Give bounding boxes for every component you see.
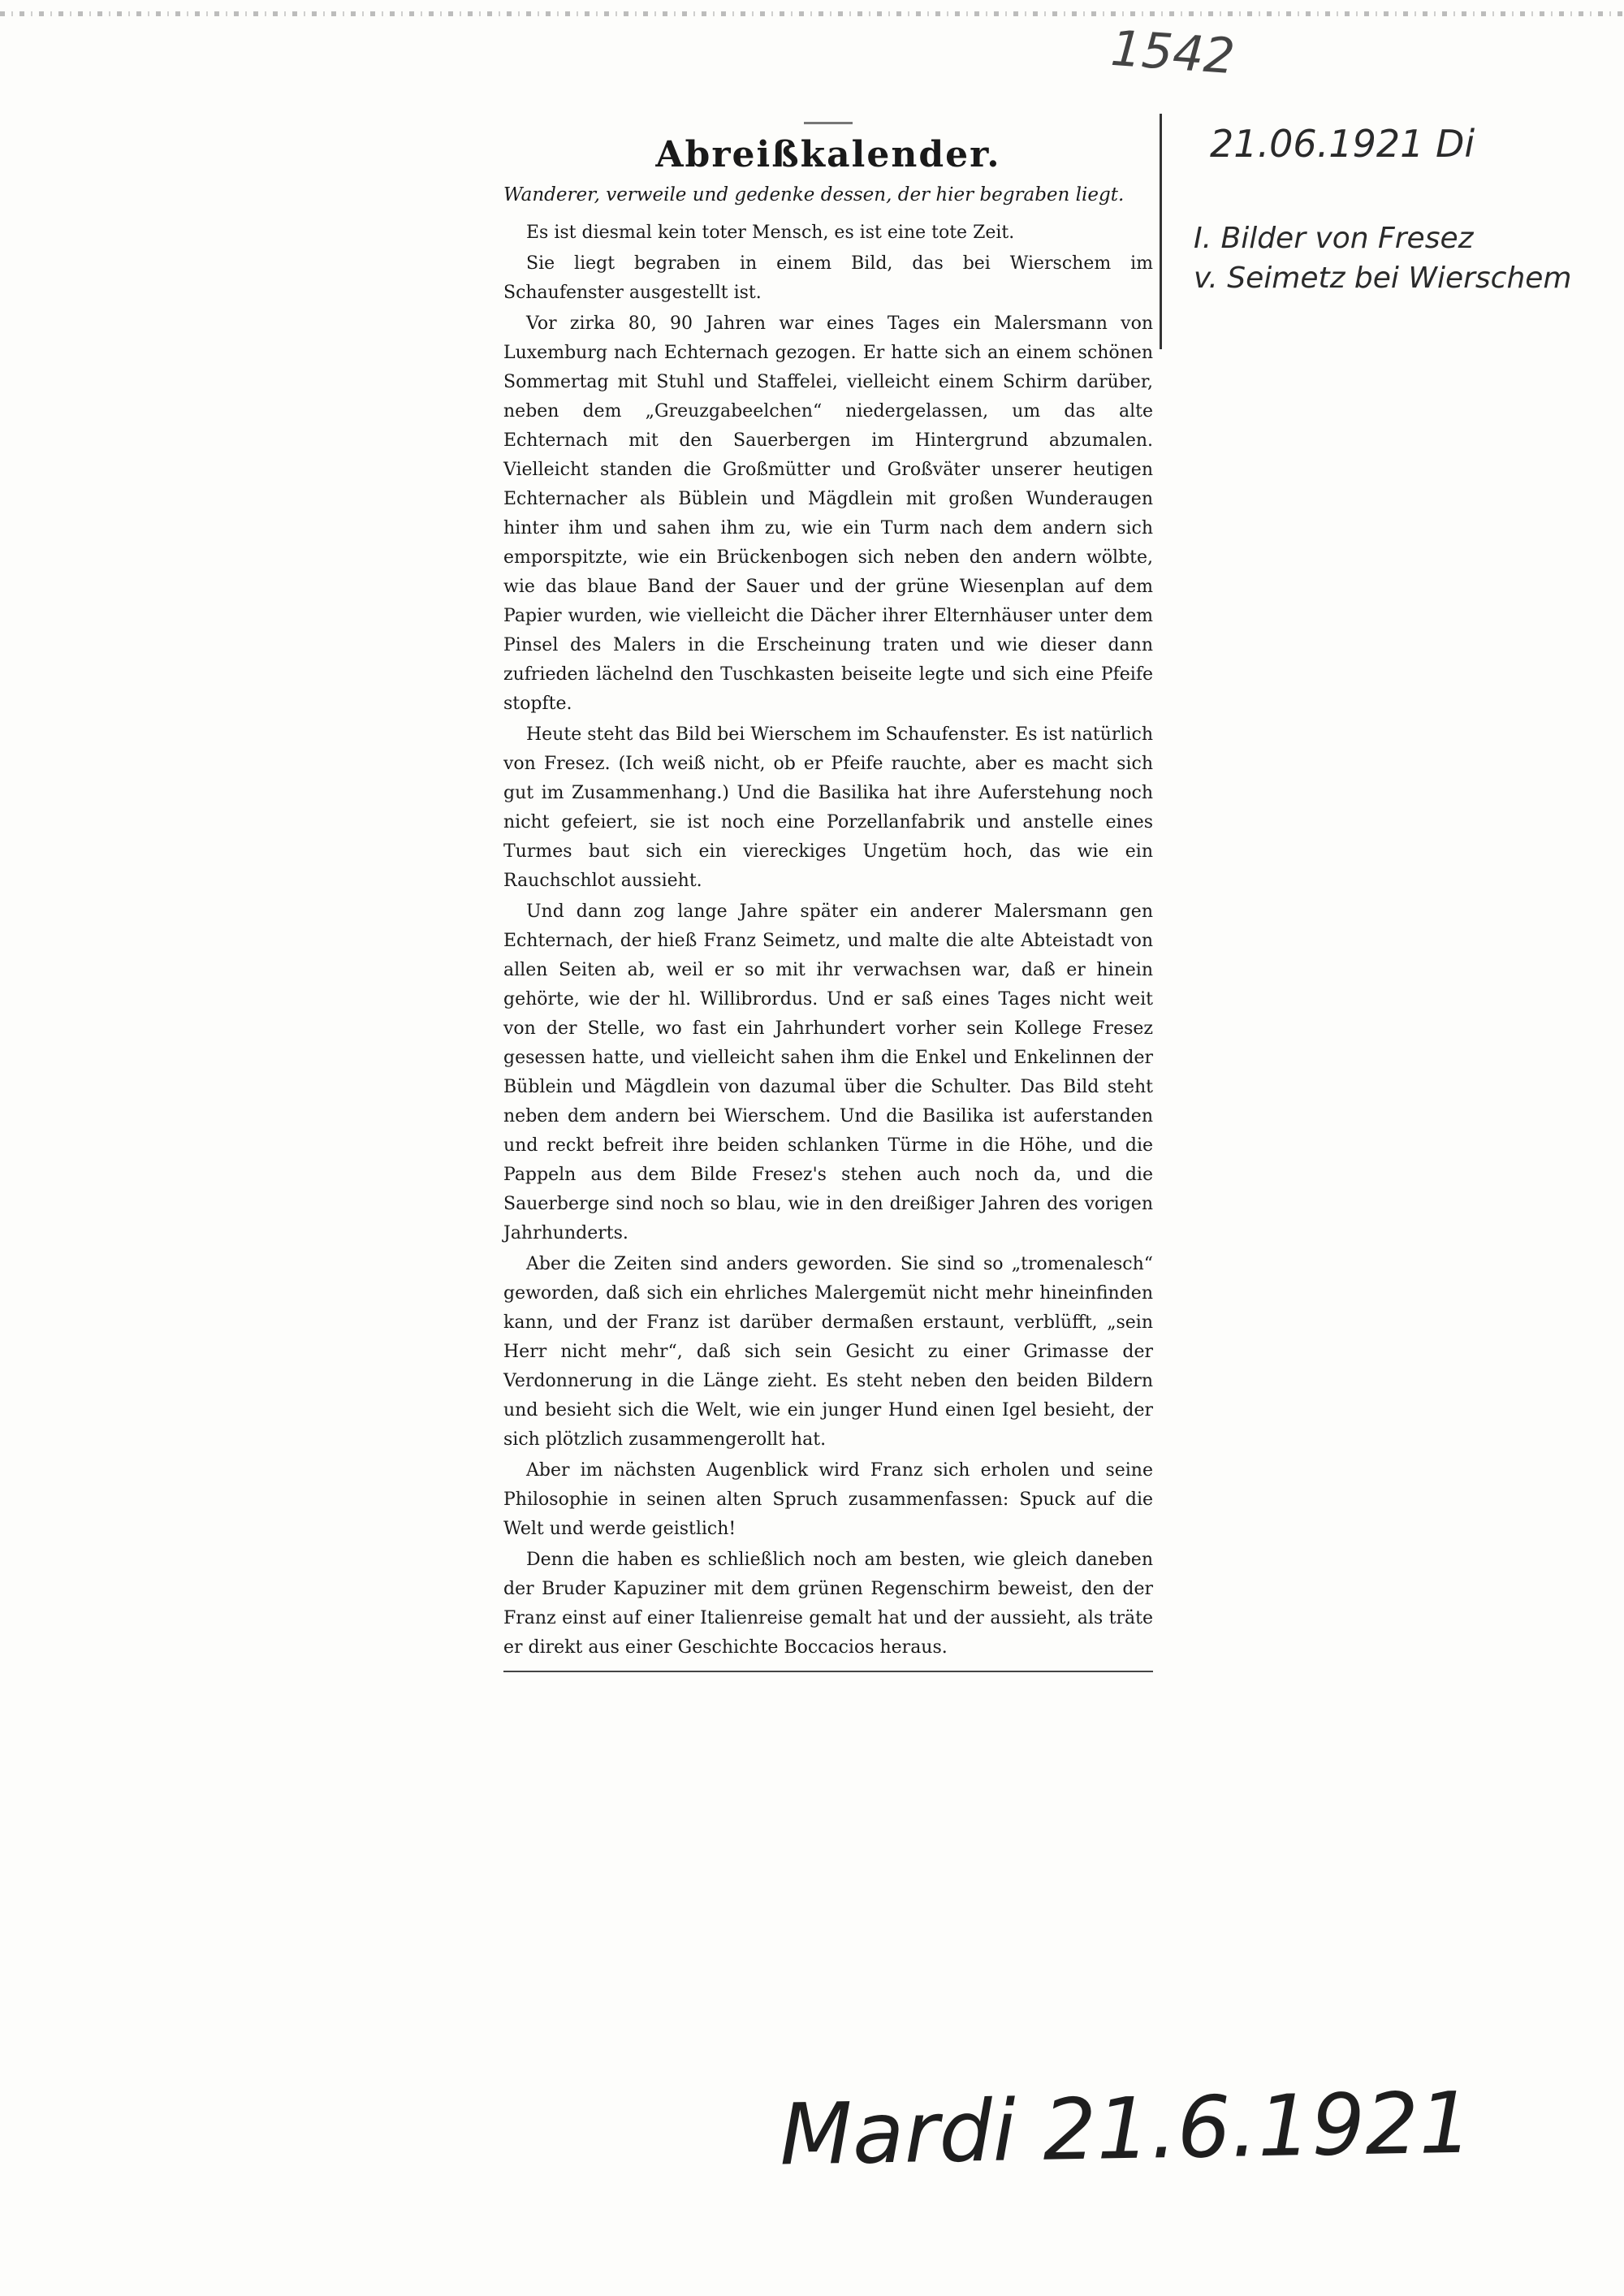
- handwritten-footer-date: Mardi 21.6.1921: [779, 2073, 1474, 2185]
- handwritten-date: 21.06.1921 Di: [1210, 122, 1475, 166]
- article-paragraph: Und dann zog lange Jahre später ein anderer Malersmann gen Echternach, der hieß Franz Seimetz, und malte die alte Abteistadt von allen Seiten ab, weil er so mit ihr verwachsen war, daß er hinein gehörte, wie der hl. Willibrordus. Und er saß eines Tages nicht weit von der Stelle, wo fast ein Jahrhundert vorher sein Kollege Fresez gesessen hatte, und vielleicht sahen ihm die Enkel und Enkelinnen der Büblein und Mägdlein von dazumal über die Schulter. Das Bild steht neben dem andern bei Wierschem. Und die Basilika ist auferstanden und reckt befreit ihre beiden schlanken Türme in die Höhe, und die Pappeln aus dem Bilde Fresez's stehen auch noch da, und die Sauerberge sind noch so blau, wie in den dreißiger Jahren des vorigen Jahrhunderts.: [503, 902, 1153, 1243]
- article-paragraph: Sie liegt begraben in einem Bild, das bei Wierschem im Schaufenster ausgestellt ist.: [503, 253, 1153, 303]
- article-paragraph: Aber die Zeiten sind anders geworden. Sie sind so „tromenalesch“ geworden, daß sich ein ehrliches Malergemüt nicht mehr hineinfinden kann, und der Franz ist darüber dermaßen erstaunt, verblüfft, „sein Herr nicht mehr“, daß sich sein Gesicht zu einer Grimasse der Verdonnerung in die Länge zieht. Es steht neben den beiden Bildern und besieht sich die Welt, wie ein junger Hund einen Igel besieht, der sich plötzlich zusammengerollt hat.: [503, 1254, 1153, 1450]
- article-paragraph: Denn die haben es schließlich noch am besten, wie gleich daneben der Bruder Kapuziner mit dem grünen Regenschirm beweist, den der Franz einst auf einer Italienreise gemalt hat und der aussieht, als träte er direkt aus einer Geschichte Boccacios heraus.: [503, 1550, 1153, 1658]
- newspaper-clipping: [503, 122, 1153, 1672]
- article-epigraph: Wanderer, verweile und gedenke dessen, der hier begraben liegt.: [503, 184, 1125, 205]
- article-paragraph: Vor zirka 80, 90 Jahren war eines Tages ein Malersmann von Luxemburg nach Echternach gezogen. Er hatte sich an einem schönen Sommertag mit Stuhl und Staffelei, vielleicht einem Schirm darüber, neben dem „Greuzgabeelchen“ niedergelassen, um das alte Echternach mit den Sauerbergen im Hintergrund abzumalen. Vielleicht standen die Großmütter und Großväter unserer heutigen Echternacher als Büblein und Mägdlein mit großen Wunderaugen hinter ihm und sahen ihm zu, wie ein Turm nach dem andern sich emporspitzte, wie ein Brückenbogen sich neben den andern wölbte, wie das blaue Band der Sauer und der grüne Wiesenplan auf dem Papier wurden, wie vielleicht die Dächer ihrer Elternhäuser unter dem Pinsel des Malers in die Erscheinung traten und wie dieser dann zufrieden lächelnd den Tuschkasten beiseite legte und sich eine Pfeife stopfte.: [503, 313, 1153, 714]
- handwritten-note-line: I. Bilder von Fresez: [1194, 222, 1474, 255]
- closing-rule: [503, 1671, 1153, 1672]
- handwritten-note: [1194, 219, 1572, 298]
- scan-edge-artifact: [0, 11, 1624, 16]
- article-paragraph: Es ist diesmal kein toter Mensch, es ist eine tote Zeit.: [526, 223, 1015, 243]
- article-paragraph: Heute steht das Bild bei Wierschem im Schaufenster. Es ist natürlich von Fresez. (Ich weiß nicht, ob er Pfeife rauchte, aber es macht sich gut im Zusammenhang.) Und die Basilika hat ihre Auferstehung noch nicht gefeiert, sie ist noch eine Porzellanfabrik und anstelle eines Turmes baut sich ein viereckiges Ungetüm hoch, das wie ein Rauchschlot aussieht.: [503, 724, 1153, 891]
- article-headline: Abreißkalender.: [655, 134, 1001, 175]
- handwritten-note-line: v. Seimetz bei Wierschem: [1194, 261, 1572, 295]
- ornament: [804, 122, 853, 124]
- archive-number: 1542: [1108, 19, 1237, 86]
- margin-divider: [1160, 114, 1162, 349]
- article-paragraph: Aber im nächsten Augenblick wird Franz sich erholen und seine Philosophie in seinen alten Spruch zusammenfassen: Spuck auf die Welt und werde geistlich!: [503, 1460, 1153, 1539]
